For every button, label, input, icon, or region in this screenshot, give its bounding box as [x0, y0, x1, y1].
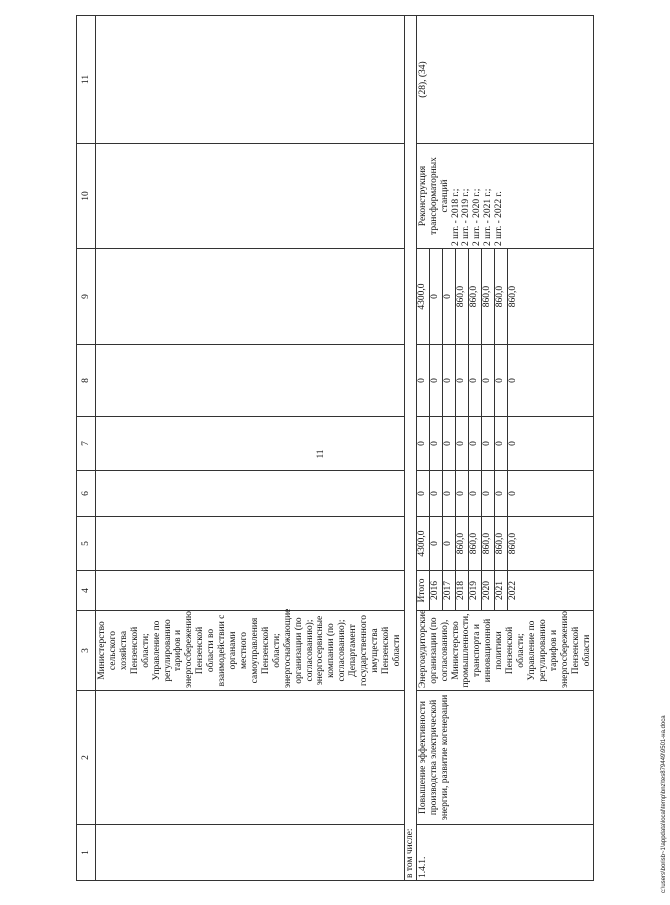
row-name: Повышение эффективности производства электрической энергии, развитие когенерации [416, 691, 594, 825]
year-item: 2016 [429, 571, 442, 610]
col7-value: 0 [481, 417, 494, 470]
col9-value: 860,0 [468, 249, 481, 344]
top-cell-10 [96, 144, 405, 249]
col5-value: 0 [429, 517, 442, 570]
year-item: 2018 [455, 571, 468, 610]
top-cell-6 [96, 471, 405, 517]
top-cell-8 [96, 345, 405, 417]
header-col-6: 6 [77, 471, 96, 517]
col8-value: 0 [481, 345, 494, 416]
table-row-top [96, 16, 405, 881]
col8-cell [416, 345, 594, 417]
col5-cell [416, 517, 594, 571]
year-item: 2022 [507, 581, 518, 600]
col5-value: 860,0 [507, 532, 518, 555]
col6-value: 0 [417, 471, 430, 516]
col7-value: 0 [417, 417, 430, 470]
col9-value: 0 [442, 249, 455, 344]
result-cell [416, 144, 594, 249]
year-item: 2021 [494, 571, 507, 610]
col8-value: 0 [429, 345, 442, 416]
col5-value: 860,0 [481, 517, 494, 570]
col5-value: 860,0 [468, 517, 481, 570]
header-col-11: 11 [77, 16, 96, 144]
header-col-2: 2 [77, 691, 96, 825]
col6-list [417, 471, 520, 516]
col5-value: 860,0 [494, 517, 507, 570]
section-label: в том числе: [404, 16, 416, 881]
col6-value: 0 [429, 471, 442, 516]
result-line: 2 шт. - 2021 г.; [483, 188, 494, 246]
footer-file-path: c:\users\borisb~1\appdata\local\temp\bnz\tes879449\9501-на.doca [661, 715, 667, 893]
top-cell-9 [96, 249, 405, 345]
col5-value: 0 [442, 517, 455, 570]
row-number: 1.4.1. [416, 825, 594, 881]
top-cell-4 [96, 571, 405, 611]
col6-value: 0 [507, 491, 518, 496]
top-cell-2 [96, 691, 405, 825]
col7-value: 0 [494, 417, 507, 470]
header-col-8: 8 [77, 345, 96, 417]
col5-value: 860,0 [455, 517, 468, 570]
year-item: Итого [417, 571, 430, 610]
top-cell-1 [96, 825, 405, 881]
top-cell-11 [96, 16, 405, 144]
header-col-5: 5 [77, 517, 96, 571]
col6-cell [416, 471, 594, 517]
col5-list [417, 517, 520, 570]
col9-value: 860,0 [455, 249, 468, 344]
header-col-10: 10 [77, 144, 96, 249]
table-sheet [76, 16, 592, 881]
row-executors: Энергоаудиторские организации (по согласованию), Министерство промышленности, транспорта и инновационной политики Пензенской области; Управление по регулированию тарифов и энергосбережению Пензенской области [416, 611, 594, 691]
years-cell [416, 571, 594, 611]
result-line: 2 шт. - 2019 г.; [461, 188, 472, 246]
program-table [76, 15, 594, 881]
col9-value: 860,0 [494, 249, 507, 344]
result-line: 2 шт. - 2020 г.; [472, 188, 483, 246]
table-row-main [416, 16, 594, 881]
col7-value: 0 [468, 417, 481, 470]
col9-value: 0 [429, 249, 442, 344]
result-line: 2 шт. - 2022 г. [494, 191, 505, 246]
col8-value: 0 [455, 345, 468, 416]
col9-value: 860,0 [481, 249, 494, 344]
col7-value: 0 [455, 417, 468, 470]
col7-value: 0 [429, 417, 442, 470]
col8-value: 0 [468, 345, 481, 416]
top-cell-5 [96, 517, 405, 571]
header-col-9: 9 [77, 249, 96, 345]
result-line: 2 шт. - 2018 г.; [450, 188, 461, 246]
col8-value: 0 [494, 345, 507, 416]
col9-value: 860,0 [507, 285, 518, 308]
col6-value: 0 [481, 471, 494, 516]
section-label-row [404, 16, 416, 881]
col6-value: 0 [455, 471, 468, 516]
header-row [77, 16, 96, 881]
year-item: 2019 [468, 571, 481, 610]
header-col-1: 1 [77, 825, 96, 881]
col8-list [417, 345, 520, 416]
top-cell-executors: Министерство сельского хозяйства Пензенской области; Управление по регулированию тарифов и энергосбережению Пензенской области во взаимодействии с органами местного самоуправления Пензенской области; энергоснабжающие организации (по согласованию); энергосервисные компании (по согласованию); Департамент государственного имущества Пензенской области [96, 611, 405, 691]
col9-list [417, 249, 520, 344]
year-item: 2017 [442, 571, 455, 610]
col7-list [417, 417, 520, 470]
header-col-3: 3 [77, 611, 96, 691]
result-title: Реконструкция трансформаторных станций [417, 157, 450, 235]
col6-value: 0 [442, 471, 455, 516]
col7-value: 0 [507, 441, 518, 446]
col7-cell [416, 417, 594, 471]
top-cell-7 [96, 417, 405, 471]
col6-value: 0 [468, 471, 481, 516]
header-col-7: 7 [77, 417, 96, 471]
header-col-4: 4 [77, 571, 96, 611]
year-item: 2020 [481, 571, 494, 610]
rotated-table-container [76, 16, 592, 881]
col8-value: 0 [417, 345, 430, 416]
col9-value: 4300,0 [417, 249, 430, 344]
years-list [417, 571, 520, 610]
col6-value: 0 [494, 471, 507, 516]
col9-cell [416, 249, 594, 345]
page-number: 11 [315, 449, 325, 459]
col7-value: 0 [442, 417, 455, 470]
indicators-cell: (28), (34) [416, 16, 594, 144]
col8-value: 0 [507, 378, 518, 383]
col8-value: 0 [442, 345, 455, 416]
col5-value: 4300,0 [417, 517, 430, 570]
